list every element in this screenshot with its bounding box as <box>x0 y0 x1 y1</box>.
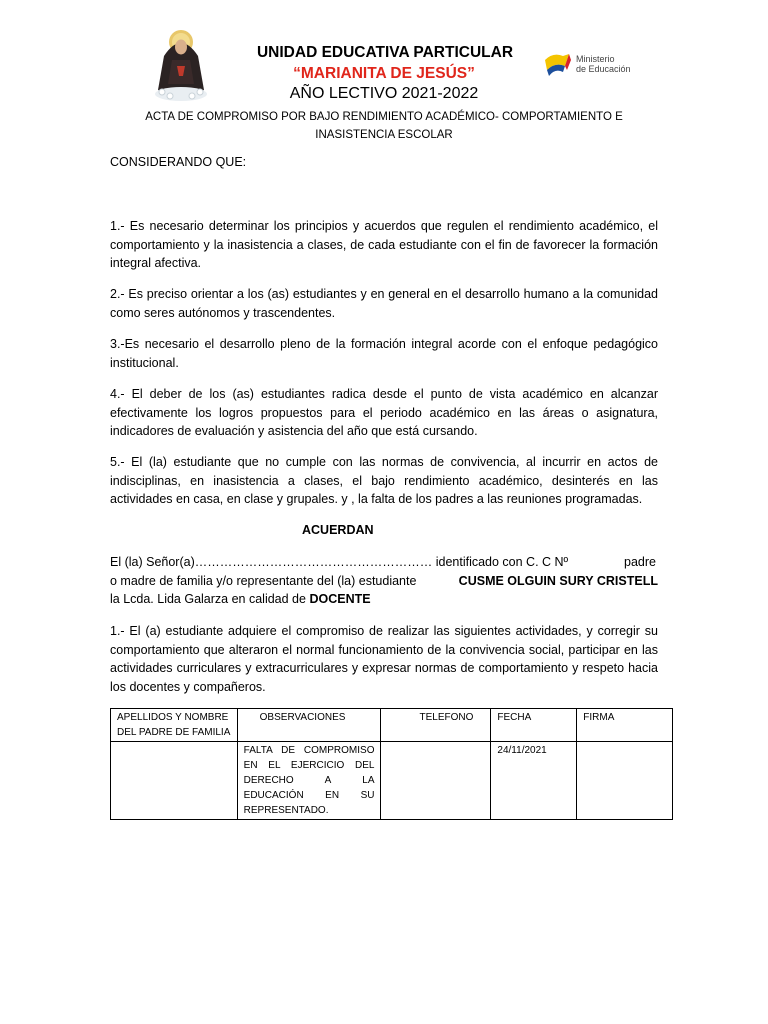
cell-observations: FALTA DE COMPROMISO EN EL EJERCICIO DEL DERECHO A LA EDUCACIÓN EN SU REPRESENTADO. <box>237 742 381 820</box>
acta-title-line1: ACTA DE COMPROMISO POR BAJO RENDIMIENTO ACADÉMICO- COMPORTAMIENTO E <box>145 111 623 123</box>
point-1: 1.- Es necesario determinar los principios y acuerdos que regulen el rendimiento académico, el comportamiento y la inasistencia a clases, de cada estudiante con el fin de favorecer la formación integral afectiva. <box>110 219 658 270</box>
student-name: CUSME OLGUIN SURY CRISTELL <box>458 573 658 588</box>
considerando-heading: CONSIDERANDO QUE: <box>110 155 247 169</box>
teacher-text: la Lcda. Lida Galarza en calidad de <box>110 592 306 606</box>
school-name: “MARIANITA DE JESÚS” <box>293 65 475 82</box>
header-phone: TELEFONO <box>381 709 491 742</box>
parent-name-blank: El (la) Señor(a)………………………………………………… identificado con C. C Nº <box>110 555 569 569</box>
cell-phone[interactable] <box>381 742 491 820</box>
table-row <box>111 742 673 820</box>
header-observations: OBSERVACIONES <box>237 709 381 742</box>
commitment-paragraph: 1.- El (a) estudiante adquiere el compromiso de realizar las siguientes actividades, y corregir su comportamiento que alteraron el normal funcionamiento de la convivencia social, participar en las actividades curriculares y extracurriculares y expresar normas de comportamiento y respeto hacia los docentes y compañeros. <box>110 624 658 694</box>
parent-line-2 <box>110 572 658 591</box>
acta-title-line2: INASISTENCIA ESCOLAR <box>315 129 453 141</box>
commitment-table <box>110 708 673 820</box>
school-title: UNIDAD EDUCATIVA PARTICULAR <box>256 44 514 61</box>
cell-signature[interactable] <box>577 742 673 820</box>
ministerio-label: Ministerio <box>576 54 615 64</box>
point-4: 4.- El deber de los (as) estudiantes radica desde el punto de vista académico en alcanzar efectivamente los logros propuestos para el periodo académico en las áreas o asignatura, indicadores de evaluación y asistencia del año que está cursando. <box>110 387 658 438</box>
acuerdan-heading: ACUERDAN <box>302 523 374 537</box>
header-signature: FIRMA <box>577 709 673 742</box>
table-header-row <box>111 709 673 742</box>
point-2: 2.- Es preciso orientar a los (as) estudiantes y en general en el desarrollo humano a la comunidad como seres autónomos y trascendentes. <box>110 287 658 320</box>
point-3: 3.-Es necesario el desarrollo pleno de la formación integral acorde con el enfoque pedagógico institucional. <box>110 337 658 370</box>
point-5: 5.- El (la) estudiante que no cumple con las normas de convivencia, al incurrir en actos de indisciplinas, en inasistencia a clases, el bajo rendimiento académico, desinterés en las actividades en casa, en clase y grupales. y , la falta de los padres a las reuniones programadas. <box>110 455 658 506</box>
cell-parent-name[interactable] <box>111 742 238 820</box>
parent-line-1 <box>110 553 658 572</box>
parent-line-3 <box>110 590 658 609</box>
document-header <box>0 44 768 144</box>
acta-title <box>0 108 768 144</box>
parent-label: padre <box>624 555 656 569</box>
cell-date: 24/11/2021 <box>491 742 577 820</box>
academic-year: AÑO LECTIVO 2021-2022 <box>289 85 479 102</box>
parent-statement <box>110 553 658 609</box>
header-parent-name: APELLIDOS Y NOMBRE DEL PADRE DE FAMILIA <box>111 709 238 742</box>
header-date: FECHA <box>491 709 577 742</box>
representative-text: o madre de familia y/o representante del (la) estudiante <box>110 573 417 588</box>
educacion-label: de Educación <box>576 64 631 74</box>
teacher-role: DOCENTE <box>309 592 371 606</box>
